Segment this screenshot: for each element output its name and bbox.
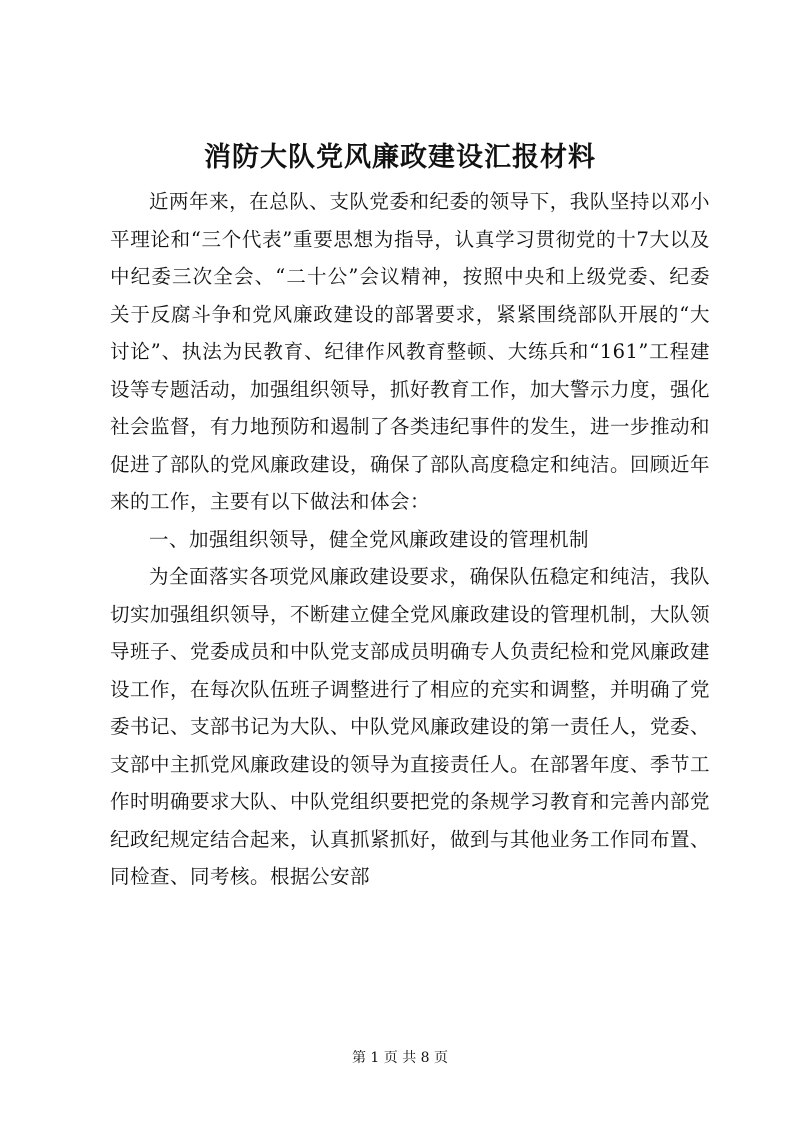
document-title: 消防大队党风廉政建设汇报材料 [204, 142, 596, 173]
intro-paragraph: 近两年来，在总队、支队党委和纪委的领导下，我队坚持以邓小平理论和“三个代表”重要思想为指导，认真学习贯彻党的十7大以及中纪委三次全会、“二十公”会议精神，按照中央和上级党委、纪委关于反腐斗争和党风廉政建设的部署要求，紧紧围绕部队开展的“大讨论”、执法为民教育、纪律作风教育整顿、大练兵和“161”工程建设等专题活动，加强组织领导，抓好教育工作，加大警示力度，强化社会监督，有力地预防和遏制了各类违纪事件的发生，进一步推动和促进了部队的党风廉政建设，确保了部队高度稳定和纯洁。回顾近年来的工作，主要有以下做法和体会： [110, 190, 711, 513]
document-body [110, 183, 710, 896]
section-paragraph: 为全面落实各项党风廉政建设要求，确保队伍稳定和纯洁，我队切实加强组织领导，不断建立健全党风廉政建设的管理机制，大队领导班子、党委成员和中队党支部成员明确专人负责纪检和党风廉政建设工作，在每次队伍班子调整进行了相应的充实和调整，并明确了党委书记、支部书记为大队、中队党风廉政建设的第一责任人，党委、支部中主抓党风廉政建设的领导为直接责任人。在部署年度、季节工作时明确要求大队、中队党组织要把党的条规学习教育和完善内部党纪政纪规定结合起来，认真抓紧抓好，做到与其他业务工作同布置、同检查、同考核。根据公安部 [110, 565, 711, 888]
page-footer: 第 1 页 共 8 页 [351, 1050, 449, 1066]
section-heading: 一、加强组织领导，健全党风廉政建设的管理机制 [149, 527, 590, 551]
